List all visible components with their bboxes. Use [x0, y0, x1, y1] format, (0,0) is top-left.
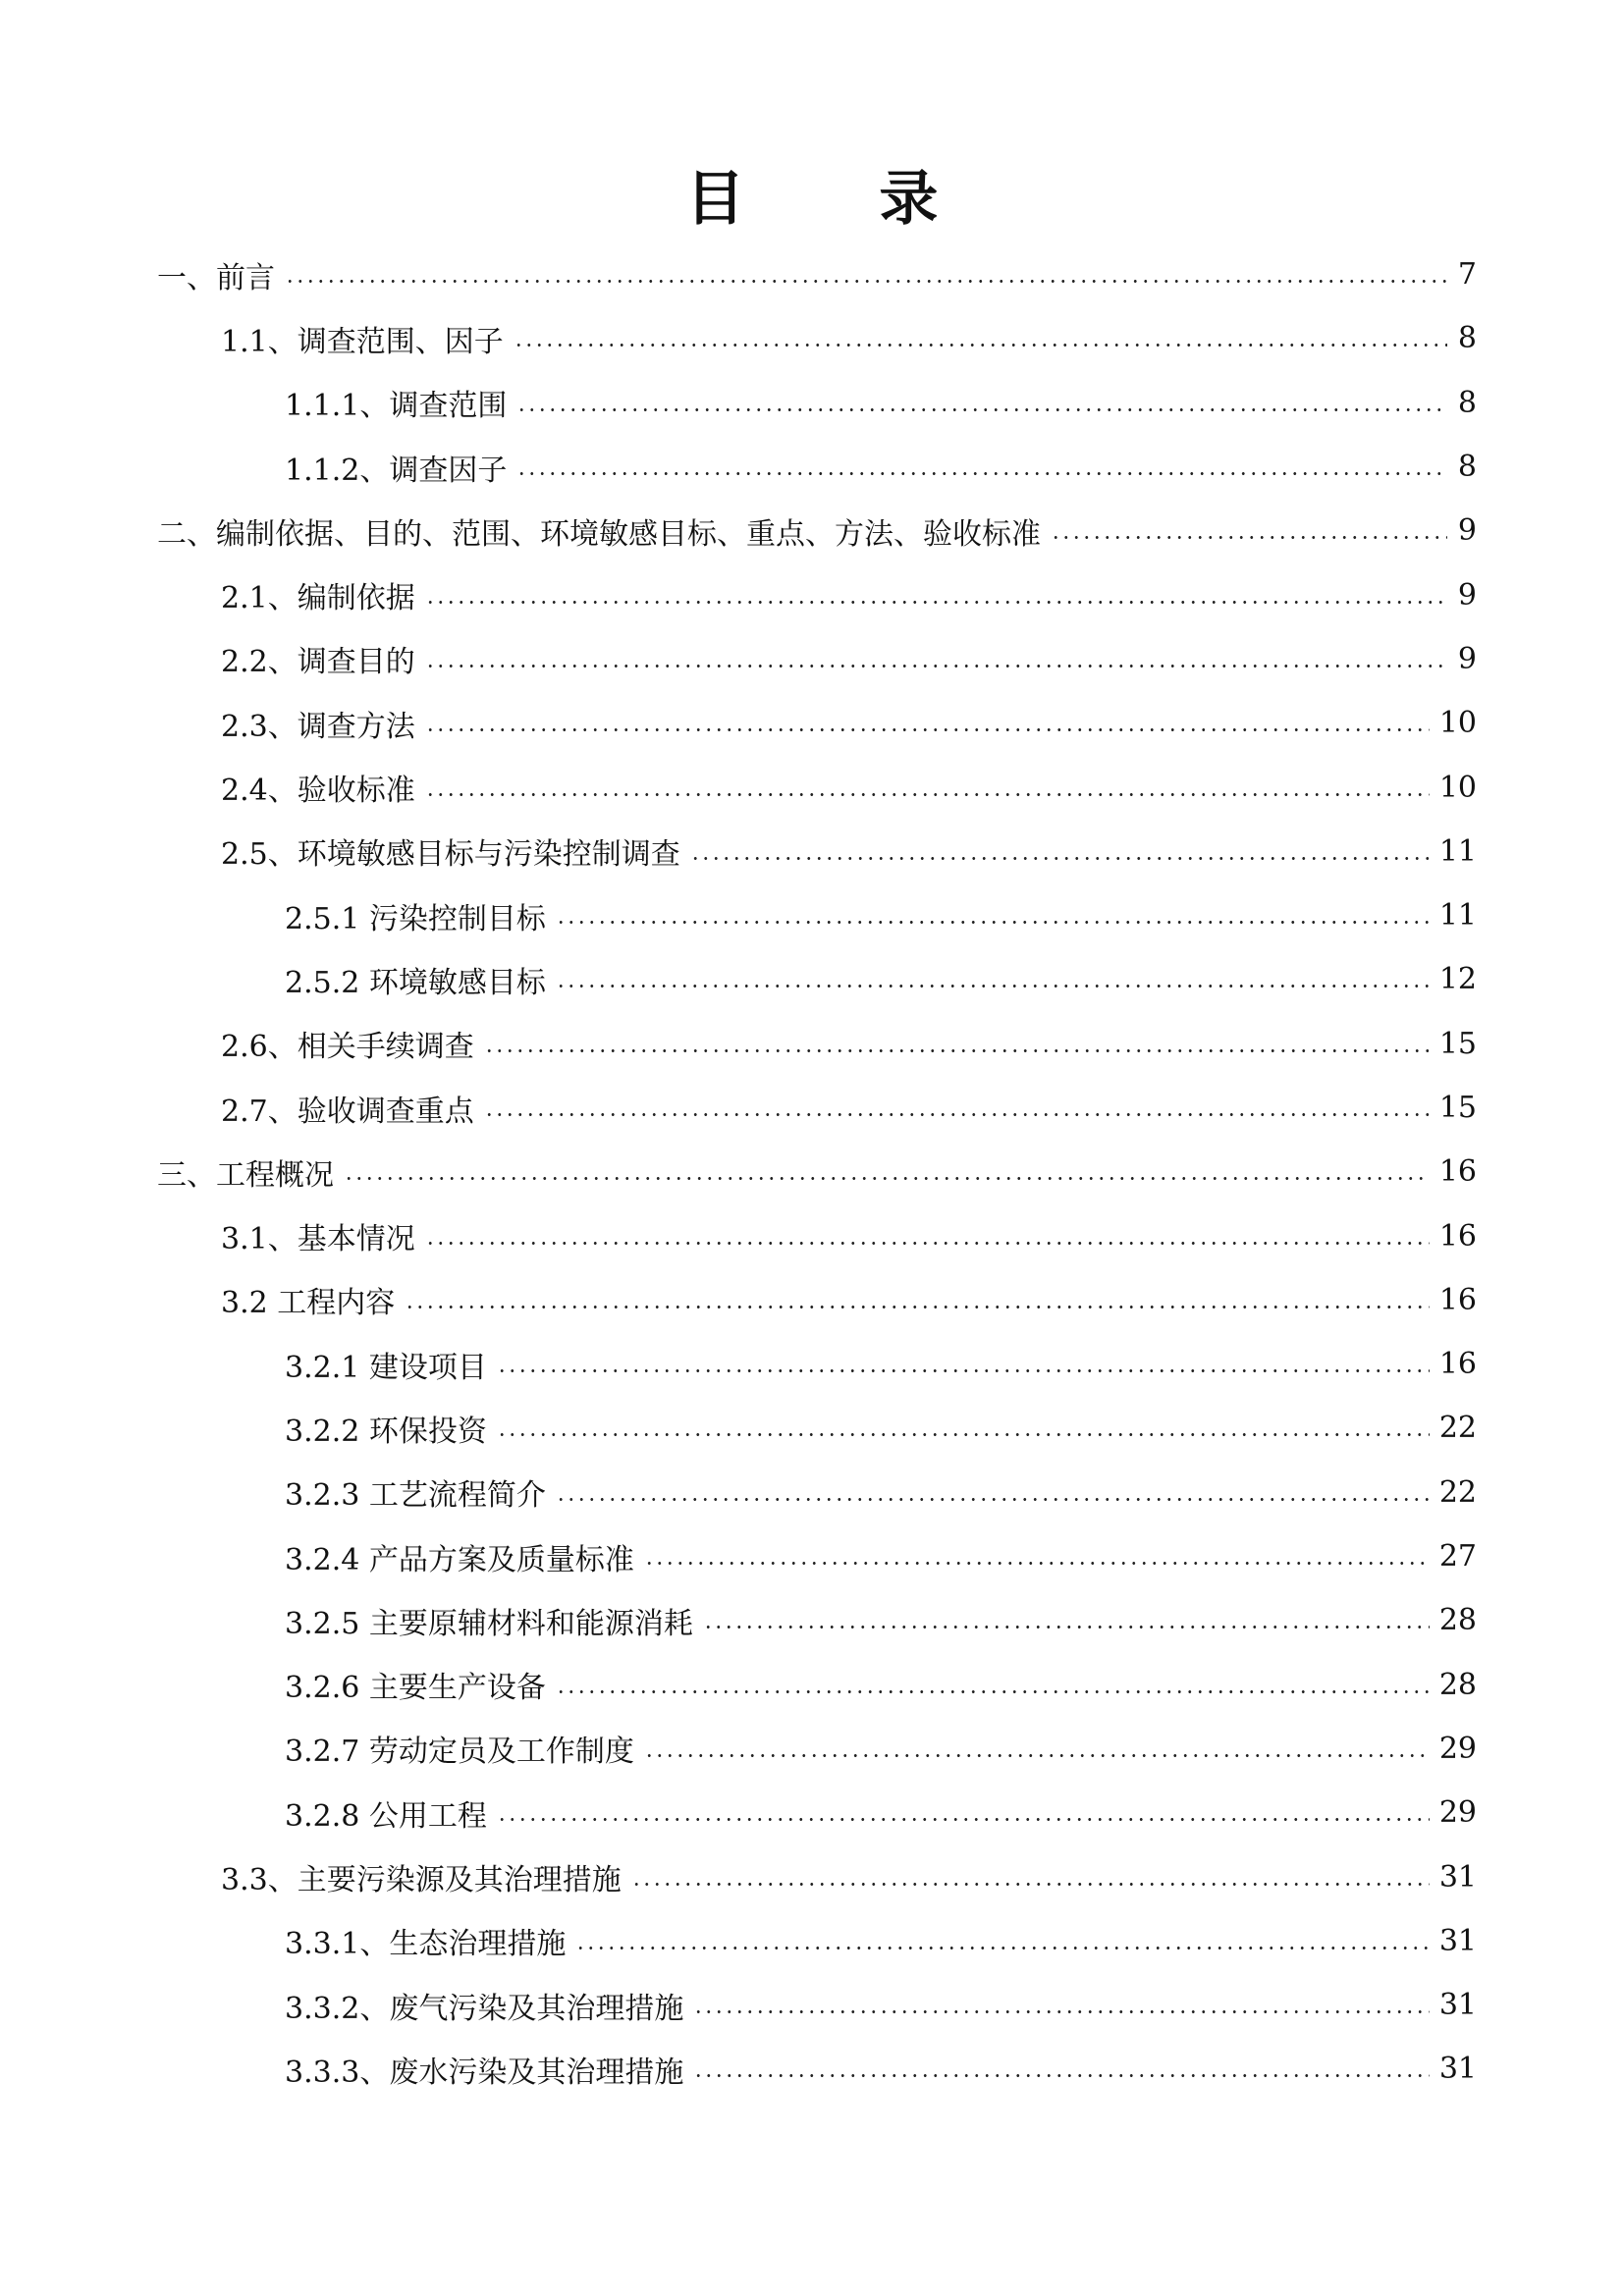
toc-entry-page-number: 31: [1438, 2052, 1477, 2087]
toc-entry-text: 二、编制依据、目的、范围、环境敏感目标、重点、方法、验收标准: [157, 516, 1041, 552]
toc-entry-page-number: 28: [1438, 1667, 1477, 1702]
dot-leader: [344, 1177, 1430, 1180]
toc-entry[interactable]: [0, 1268, 1624, 1332]
dot-leader: [690, 857, 1430, 860]
toc-entry[interactable]: [0, 883, 1624, 947]
toc-entry-text: 三、工程概况: [157, 1157, 334, 1193]
toc-entry-page-number: 29: [1438, 1731, 1477, 1766]
toc-entry-text: 3.2.2 环保投资: [285, 1414, 487, 1449]
toc-entry-text: 2.5.2 环境敏感目标: [285, 965, 546, 1000]
toc-entry[interactable]: [0, 2037, 1624, 2101]
toc-entry-text: 3.1、基本情况: [221, 1222, 415, 1257]
toc-entry-page-number: 9: [1457, 513, 1477, 549]
toc-entry-page-number: 8: [1457, 450, 1477, 485]
dot-leader: [703, 1626, 1430, 1629]
toc-entry-page-number: 22: [1438, 1474, 1477, 1510]
toc-entry-text: 3.3.1、生态治理措施: [285, 1927, 567, 1962]
toc-entry-text: 2.1、编制依据: [221, 581, 415, 616]
toc-entry-page-number: 27: [1438, 1539, 1477, 1575]
toc-entry-page-number: 15: [1438, 1026, 1477, 1061]
toc-entry-text: 3.2.6 主要生产设备: [285, 1671, 546, 1706]
dot-leader: [693, 2074, 1429, 2077]
toc-entry[interactable]: [0, 435, 1624, 499]
toc-entry-text: 3.3.2、废气污染及其治理措施: [285, 1991, 684, 2026]
toc-entry[interactable]: [0, 306, 1624, 370]
dot-leader: [484, 1113, 1430, 1116]
toc-entry[interactable]: [0, 1140, 1624, 1203]
toc-entry[interactable]: [0, 1012, 1624, 1076]
toc-entry-page-number: 16: [1438, 1347, 1477, 1382]
toc-entry-text: 2.3、调查方法: [221, 709, 415, 744]
toc-entry[interactable]: [0, 691, 1624, 755]
dot-leader: [497, 1818, 1430, 1821]
toc-entry-text: 3.2.3 工艺流程简介: [285, 1478, 546, 1514]
toc-entry[interactable]: [0, 1909, 1624, 1973]
toc-entry-page-number: 16: [1438, 1218, 1477, 1254]
toc-entry[interactable]: [0, 1973, 1624, 2037]
dot-leader: [1051, 536, 1447, 539]
toc-entry-page-number: 11: [1438, 833, 1477, 869]
dot-leader: [497, 1433, 1430, 1436]
toc-entry[interactable]: [0, 1844, 1624, 1908]
toc-entry-text: 一、前言: [157, 260, 275, 295]
toc-entry[interactable]: [0, 1076, 1624, 1140]
toc-entry[interactable]: [0, 1461, 1624, 1524]
dot-leader: [425, 1242, 1430, 1245]
toc-entry-page-number: 9: [1457, 641, 1477, 676]
dot-leader: [575, 1947, 1429, 1949]
toc-entry-page-number: 7: [1457, 257, 1477, 293]
toc-entry-page-number: 15: [1438, 1091, 1477, 1125]
toc-entry[interactable]: [0, 499, 1624, 562]
toc-entry-text: 2.6、相关手续调查: [221, 1030, 474, 1065]
toc-entry-text: 3.2 工程内容: [221, 1286, 396, 1321]
dot-leader: [644, 1562, 1430, 1565]
toc-entry-page-number: 8: [1457, 321, 1477, 356]
toc-entry[interactable]: [0, 371, 1624, 435]
toc-list: [0, 242, 1624, 2102]
toc-entry[interactable]: [0, 1396, 1624, 1460]
dot-leader: [644, 1754, 1430, 1757]
dot-leader: [516, 472, 1447, 475]
toc-entry-text: 3.2.5 主要原辅材料和能源消耗: [285, 1606, 693, 1641]
toc-entry-page-number: 8: [1457, 385, 1477, 420]
toc-entry-text: 3.3、主要污染源及其治理措施: [221, 1863, 622, 1898]
toc-entry[interactable]: [0, 1781, 1624, 1844]
toc-entry-page-number: 10: [1438, 770, 1477, 805]
dot-leader: [556, 985, 1430, 988]
dot-leader: [425, 793, 1430, 796]
dot-leader: [556, 1690, 1430, 1693]
toc-entry-page-number: 11: [1438, 898, 1477, 934]
toc-entry-text: 2.4、验收标准: [221, 774, 415, 809]
toc-entry[interactable]: [0, 627, 1624, 691]
dot-leader: [631, 1883, 1430, 1886]
dot-leader: [405, 1306, 1430, 1308]
toc-entry[interactable]: [0, 1588, 1624, 1652]
toc-entry[interactable]: [0, 1524, 1624, 1588]
toc-entry-page-number: 16: [1438, 1154, 1477, 1190]
toc-entry-text: 2.2、调查目的: [221, 645, 415, 680]
dot-leader: [484, 1049, 1430, 1052]
toc-entry[interactable]: [0, 755, 1624, 819]
toc-entry-page-number: 28: [1438, 1603, 1477, 1638]
toc-entry[interactable]: [0, 1717, 1624, 1781]
toc-entry-text: 1.1.2、调查因子: [285, 453, 508, 488]
toc-entry-page-number: 31: [1438, 1923, 1477, 1958]
toc-entry-text: 1.1.1、调查范围: [285, 389, 508, 424]
toc-entry-text: 3.2.8 公用工程: [285, 1798, 487, 1834]
toc-entry-page-number: 22: [1438, 1411, 1477, 1446]
toc-title: 目 录: [685, 165, 996, 234]
dot-leader: [516, 408, 1447, 411]
toc-entry-text: 3.2.7 劳动定员及工作制度: [285, 1735, 634, 1770]
toc-entry-page-number: 29: [1438, 1795, 1477, 1831]
toc-entry-text: 3.2.4 产品方案及质量标准: [285, 1542, 634, 1577]
toc-entry[interactable]: [0, 1332, 1624, 1396]
toc-entry-page-number: 9: [1457, 577, 1477, 613]
dot-leader: [425, 728, 1430, 731]
toc-entry-text: 2.5、环境敏感目标与污染控制调查: [221, 837, 680, 873]
toc-entry-text: 2.5.1 污染控制目标: [285, 901, 546, 936]
dot-leader: [285, 280, 1447, 283]
dot-leader: [425, 665, 1447, 667]
dot-leader: [556, 1498, 1430, 1501]
dot-leader: [693, 2010, 1429, 2013]
toc-entry[interactable]: [0, 820, 1624, 883]
toc-entry-page-number: 12: [1438, 962, 1477, 997]
dot-leader: [514, 344, 1447, 347]
toc-entry-page-number: 31: [1438, 1859, 1477, 1895]
toc-entry[interactable]: [0, 1653, 1624, 1717]
toc-entry-text: 3.3.3、废水污染及其治理措施: [285, 2055, 684, 2090]
dot-leader: [497, 1369, 1430, 1372]
dot-leader: [556, 921, 1430, 924]
toc-entry[interactable]: [0, 562, 1624, 626]
toc-entry-page-number: 31: [1438, 1988, 1477, 2023]
toc-entry[interactable]: [0, 1203, 1624, 1267]
toc-entry-text: 3.2.1 建设项目: [285, 1350, 487, 1385]
toc-entry-text: 2.7、验收调查重点: [221, 1094, 474, 1129]
dot-leader: [425, 601, 1447, 604]
toc-entry[interactable]: [0, 947, 1624, 1011]
toc-entry-text: 1.1、调查范围、因子: [221, 324, 504, 359]
toc-entry-page-number: 10: [1438, 706, 1477, 741]
toc-entry[interactable]: [0, 242, 1624, 306]
toc-entry-page-number: 16: [1438, 1282, 1477, 1317]
